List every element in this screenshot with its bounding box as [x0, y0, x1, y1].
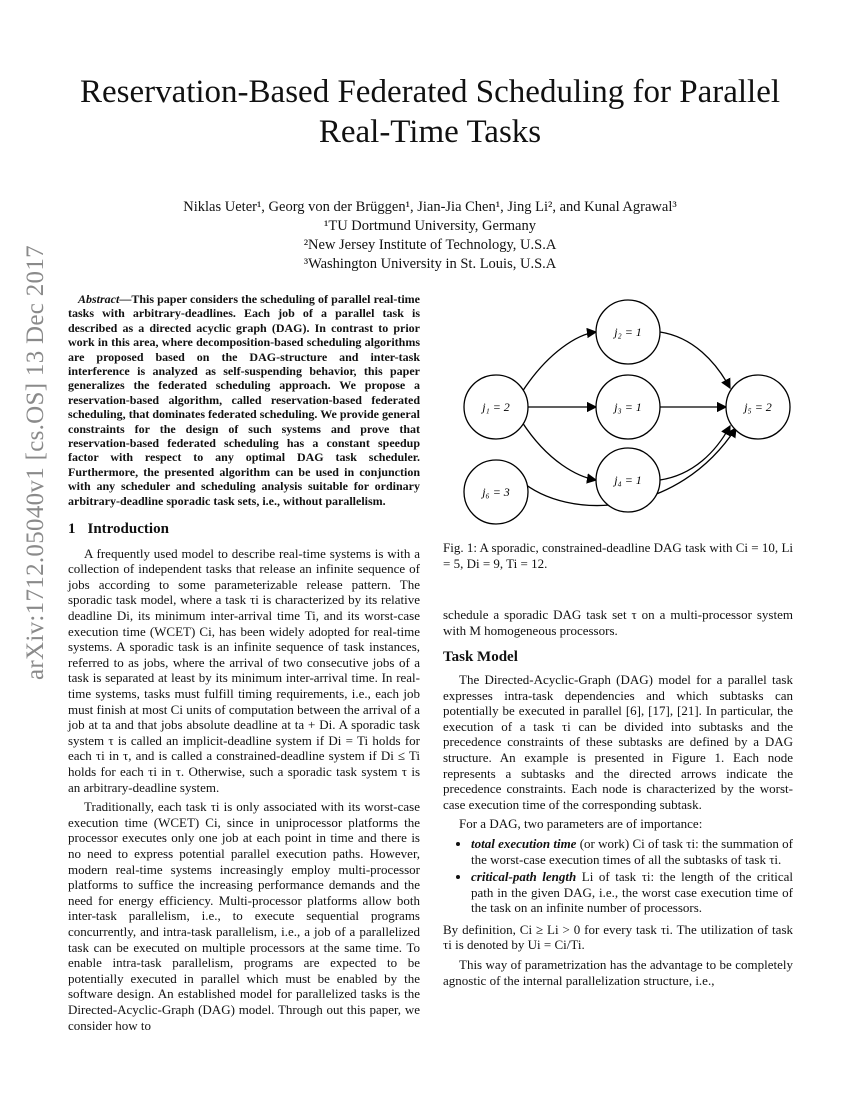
continuation-paragraph: schedule a sporadic DAG task set τ on a multi-processor system with M homogeneous processors. [443, 607, 793, 638]
intro-paragraph-2: Traditionally, each task τi is only associated with its worst-case execution time (WCET) Ci, since in uniprocessor platforms the processor executes only one job at each point in time and there is no need to express potential parallel execution paths. However, modern real-time systems increasingly employ multi-processor platforms to suffice the increasing performance demands and the need for energy efficiency. Multi-processor platforms allow both inter-task parallelism, i.e., to execute sequential programs concurrently, and intra-task parallelism, i.e., a job of a parallelized task can be executed on multiple processors at the same time. To enable intra-task parallelism, programs are expected to be potentially executed in parallel which must be enabled by the software design. An established model for parallelized tasks is the Directed-Acyclic-Graph (DAG) model. Through out this paper, we consider how to [68, 799, 420, 1033]
edge-j2-j5 [660, 332, 730, 388]
right-column [443, 540, 793, 992]
abstract-label: Abstract [78, 292, 120, 306]
task-model-paragraph-4: This way of parametrization has the advantage to be completely agnostic of the internal parallelization structure, i.e., [443, 957, 793, 988]
node-j1-label: j₁ = 2 [482, 400, 510, 414]
parameter-list [443, 836, 793, 916]
bullet-1-term: total execution time [471, 835, 577, 851]
author-block [60, 198, 800, 274]
node-j1 [464, 375, 528, 439]
task-model-paragraph-2: For a DAG, two parameters are of importance: [459, 816, 703, 832]
task-model-paragraph-3: By definition, Ci ≥ Li > 0 for every task τi. The utilization of task τi is denoted by Ui = Ci/Ti. [443, 921, 793, 953]
node-j5 [726, 375, 790, 439]
title-line-1: Reservation-Based Federated Scheduling for Parallel [79, 74, 781, 110]
figure-caption: Fig. 1: A sporadic, constrained-deadline DAG task with Ci = 10, Li = 5, Di = 9, Ti = 12. [443, 540, 793, 571]
node-j3 [596, 375, 660, 439]
node-j6-label: j₆ = 3 [482, 485, 510, 499]
affiliation-2: ²New Jersey Institute of Technology, U.S.A [303, 237, 557, 253]
author-names: Niklas Ueter¹, Georg von der Brüggen¹, Jian-Jia Chen¹, Jing Li², and Kunal Agrawal³ [183, 199, 677, 215]
abstract-text: —This paper considers the scheduling of parallel real-time tasks with arbitrary-deadlines. Each job of a parallel task is described as a directed acyclic graph (DAG). In contrast to prior work in this area, where decomposition-based scheduling algorithms are proposed based on the DAG-structure and inter-task interference is analyzed as self-suspending behavior, this paper generalizes the federated scheduling approach. We propose a reservation-based algorithm, called reservation-based federated scheduling, that dominates federated scheduling. We provide general constraints for the design of such systems and prove that reservation-based federated scheduling has a constant speedup factor with respect to any optimal DAG task scheduler. Furthermore, the presented algorithm can be used in conjunction with any scheduler and scheduling analysis suitable for ordinary arbitrary-deadline sporadic task sets, i.e., without parallelism. [68, 292, 420, 508]
list-item [471, 836, 793, 867]
affiliation-1: ¹TU Dortmund University, Germany [323, 218, 536, 234]
bullet-1-text: (or work) Ci of task τi: the summation of the worst-case execution times of all the subtasks of task τi. [471, 835, 794, 867]
node-j6 [464, 460, 528, 524]
list-item [471, 869, 793, 916]
node-j4-label: j₄ = 1 [614, 473, 642, 487]
bullet-2-term: critical-path length [471, 869, 577, 885]
dag-figure [448, 292, 796, 542]
arxiv-stamp: arXiv:1712.05040v1 [cs.OS] 13 Dec 2017 [22, 245, 49, 680]
paper-title [60, 72, 800, 152]
intro-heading [68, 522, 420, 538]
node-j2-label: j₂ = 1 [614, 325, 642, 339]
task-model-heading: Task Model [443, 649, 518, 666]
section-title: Introduction [87, 521, 169, 538]
node-j5-label: j₅ = 2 [744, 400, 772, 414]
left-column [68, 292, 420, 1037]
section-number: 1 [68, 521, 76, 538]
affiliation-3: ³Washington University in St. Louis, U.S.A [303, 256, 557, 272]
node-j2 [596, 300, 660, 364]
title-line-2: Real-Time Tasks [318, 114, 542, 150]
abstract [68, 292, 420, 508]
node-j3-label: j₃ = 1 [614, 400, 642, 414]
node-j4 [596, 448, 660, 512]
intro-paragraph-1: A frequently used model to describe real-time systems is with a collection of independent tasks that release an infinite sequence of jobs according to some parameterizable release pattern. The sporadic task model, where a task τi is characterized by its relative deadline Di, its minimum inter-arrival time Ti, and its worst-case execution time (WCET) Ci, has been widely adopted for real-time systems. A sporadic task is an infinite sequence of task instances, referred to as jobs, where the arrival of two consecutive jobs of a task is separated at least by its minimum inter-arrival time. In real-time systems, tasks must fulfill timing requirements, i.e., each job must finish at most Ci units of computation between the arrival of a job at ta and that jobs absolute deadline at ta + Di. A sporadic task system τ is called an implicit-deadline system if Di = Ti holds for each τi in τ, and is called a constrained-deadline system if Di ≤ Ti holds for each τi in τ. Otherwise, such a sporadic task system τ is an arbitrary-deadline system. [68, 545, 420, 795]
edge-j1-j2 [522, 332, 596, 392]
bullet-2-text: Li of task τi: the length of the critical path in the given DAG, i.e., the worst case execution time of the task on an infinite number of processors. [471, 869, 793, 916]
task-model-paragraph-1: The Directed-Acyclic-Graph (DAG) model for a parallel task expresses intra-task dependencies and which subtasks can potentially be executed in parallel [6], [17], [21]. In particular, the execution of a task τi can be divided into subtasks and the precedence constraints of these subtasks are defined by a DAG structure. An example is presented in Figure 1. Each node represents a subtasks and the directed arrows indicate the precedence constraints. Each node is characterized by the worst-case execution time of the corresponding subtask. [443, 671, 793, 812]
edge-j1-j4 [522, 422, 596, 480]
